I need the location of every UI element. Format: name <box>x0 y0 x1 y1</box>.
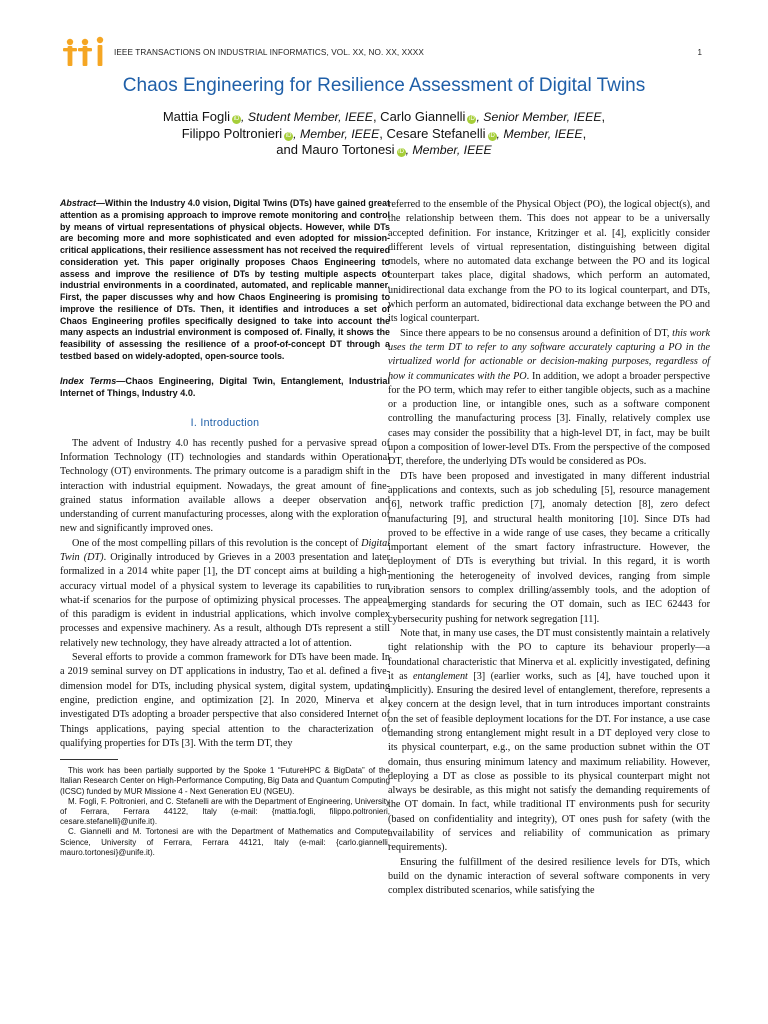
paragraph: DTs have been proposed and investigated in many different industrial applications and contexts, such as job scheduling [5], resource management [6], network traffic prediction [7], anomaly detection [8], zero defect manufacturing [9], and structural health monitoring [10]. Since DTs had proved to be effective in a wide range of use cases, they became a critically important element of the smart factory infrastructure. However, the deployment of DTs is everything but trivial. In this regard, it is worth mentioning the heterogeneity of involved devices, ranging from simple vibration sensors to complex drilling/assembly tools, and the adoption of emerging standards for securing the OT domain, such as IEC 62443 for cybersecurity pushing for network segregation [11]. <box>388 470 710 625</box>
emphasis: this work uses the term DT to refer to any software accurately capturing a PO in the virtualized world for actionable or decision-making purposes, regardless of how it communicates with the PO <box>388 327 710 382</box>
affiliation-note: M. Fogli, F. Poltronieri, and C. Stefanelli are with the Department of Engineering, University of Ferrara, Ferrara 44122, Italy (e-mail: {mattia.fogli, filippo.poltronieri, cesare.stefanelli}@unife.it). <box>60 796 390 827</box>
index-terms <box>60 375 390 400</box>
footnote-rule <box>60 759 118 760</box>
abstract-text: —Within the Industry 4.0 vision, Digital Twins (DTs) have gained great attention as a promising approach to improve remote monitoring and control by means of virtual representations of physical objects. However, while DTs are becoming more and more sophisticated and even adopted for mission-critical applications, their resilience assessment has not received the required consideration yet. This paper originally proposes Chaos Engineering to assess and improve the resilience of DTs by testing multiple aspects of industrial environments in a coordinated, automated, and replicable manner. First, the paper discusses why and how Chaos Engineering is promising to improve the resilience of DTs. Then, it identifies and introduces a set of Chaos Engineering profiles specifically designed to take into account the many aspects an industrial environment is composed of. Finally, it shows the feasibility of assessing the resilience of a proof-of-concept DT through a testbed based on widely-adopted, open-source tools. <box>60 198 390 361</box>
paragraph-text: [3] (earlier works, such as [4], have touched upon it implicitly). Ensuring the desired level of entanglement, therefore, represents a key concern at the design level, that in turn introduces important constraints on the set of feasible deployment locations for the DT. For instance, a use case demanding strong entanglement might result in a DT deployed very close to its physical counterpart, e.g., on the same production subnet within the OT domain, thus ensuring minimum latency and maximum reliability. However, deploying a DT as close as possible to its physical counterpart might not always be desirable, as this might not satisfy the demanding requirements of the OT domain. In fact, while traditional IT environments push for security (based on confidentiality and integrity), OT ones push for safety (with the availability of services and reliability of communication as primary requirements). <box>388 670 710 854</box>
emphasis: entanglement <box>413 670 468 682</box>
orcid-icon[interactable]: iD <box>398 149 404 155</box>
funding-note: This work has been partially supported by the Spoke 1 “FutureHPC & BigData” of the Italian Research Center on High-Performance Computing, Big Data and Quantum Computing (ICSC) funded by MUR Missione 4 - Next Generation EU (NGEU). <box>60 766 390 796</box>
paragraph <box>60 537 390 651</box>
emphasis: Digital Twin (DT) <box>60 537 390 563</box>
orcid-icon[interactable]: iD <box>233 116 240 122</box>
author-line-1 <box>0 109 768 126</box>
paragraph-text: . Originally introduced by Grieves in a 2003 presentation and later formalized in a 2014 white paper [1], the DT concept aims at building a high-accuracy virtual model of a physical system to leverage its capabilities to run what-if scenarios for the purpose of optimizing physical processes. The appeal of this paradigm is evident in industrial applications, which involve complex processes and expensive machinery. As a result, although DTs represent a still relatively new technology, they have already attracted a lot of attention. <box>60 551 390 649</box>
author-role: , Student Member, IEEE <box>241 110 373 124</box>
author-name: Filippo Poltronieri <box>181 125 283 141</box>
author-role: , Member, IEEE <box>496 126 583 141</box>
paragraph: referred to the ensemble of the Physical Object (PO), the logical object(s), and the relationship between them. This does not appear to be a universally accepted definition. For instance, Kritzinger et al. [4], explicitly consider different levels of virtual representation, distinguishing between digital models, where no automated data exchange between the PO and its logical counterpart takes place, digital shadows, which perform an automated, unidirectional data exchange from the PO to its logical counterpart, and DTs, which perform an automated, bidirectional data exchange between the PO and its logical counterpart. <box>388 199 710 325</box>
right-column <box>388 198 710 899</box>
separator: , <box>601 109 606 124</box>
affiliation-note: C. Giannelli and M. Tortonesi are with the Department of Mathematics and Computer Science, University of Ferrara, Ferrara 44121, Italy (e-mail: {carlo.giannelli, mauro.tortonesi}@unife.it). <box>60 827 390 857</box>
author-name: , Carlo Giannelli <box>372 109 466 124</box>
left-column <box>60 198 390 858</box>
author-name: Mattia Fogli <box>162 109 231 124</box>
journal-name: IEEE TRANSACTIONS ON INDUSTRIAL INFORMATICS, VOL. XX, NO. XX, XXXX <box>114 48 424 57</box>
abstract <box>60 198 390 363</box>
paragraph-text: Since there appears to be no consensus around a definition of DT, <box>400 327 673 339</box>
author-name: , Cesare Stefanelli <box>379 125 486 141</box>
page-header <box>62 36 702 72</box>
author-role: , Member, IEEE <box>405 143 492 157</box>
separator: , <box>582 125 587 141</box>
author-list <box>0 109 768 159</box>
paragraph <box>388 627 710 856</box>
page-number: 1 <box>697 48 702 57</box>
author-line-2 <box>0 126 768 143</box>
index-terms-text: —Chaos Engineering, Digital Twin, Entanglement, Industrial Internet of Things, Industry 4.0. <box>60 375 390 398</box>
paragraph-text: One of the most compelling pillars of this revolution is the concept of <box>72 537 362 549</box>
orcid-icon[interactable]: iD <box>285 132 292 139</box>
author-name: and Mauro Tortonesi <box>276 142 395 157</box>
author-role: , Member, IEEE <box>293 126 380 141</box>
footnote <box>60 766 390 858</box>
paragraph: The advent of Industry 4.0 has recently pushed for a pervasive spread of Information Technology (IT) technologies and standards within Operational Technology (OT) environments. The primary outcome is a paradigm shift in the interaction with industrial equipment. Nowadays, the great amount of fine-grained status information available allows a deeper observation and understanding of current manufacturing processes, along with the exploration of new and significantly improved ones. <box>60 437 390 535</box>
paragraph-text: . In addition, we adopt a broader perspective for the PO term, which may refer to either tangible objects, such as a machine or a production line, or intangible ones, such as a software component controlling the manufacturing process [3]. Finally, relatively complex use cases may consider the possibility that a high-level DT, in fact, may be built upon a composition of lower-level DTs. From the perspective of the composed DT, therefore, the underlying DTs would be considered as POs. <box>388 370 711 468</box>
paragraph <box>388 327 710 470</box>
section-heading: I. Introduction <box>190 417 260 430</box>
author-line-3 <box>0 142 768 159</box>
paragraph: Ensuring the fulfillment of the desired resilience levels for DTs, which build on the dynamic interaction of several software components in very complex distributed scenarios, while satisfying the <box>388 856 710 897</box>
paragraph: Several efforts to provide a common framework for DTs have been made. In a 2019 seminal survey on DT applications in industry, Tao et al. defined a five-dimension model for DTs, including physical system, digital system, updating engine, prediction engine, and optimization [2]. In 2020, Minerva et al. investigated DTs adopting a broader perspective that also considered Internet of Things applications, paying special attention to the characterization of qualifying properties for DTs [3]. With the term DT, they <box>60 652 390 749</box>
author-role: , Senior Member, IEEE <box>476 110 602 124</box>
paper-title: Chaos Engineering for Resilience Assessment of Digital Twins <box>122 75 646 96</box>
orcid-icon[interactable]: iD <box>469 116 475 122</box>
ieee-ies-logo-icon <box>62 36 108 70</box>
orcid-icon[interactable]: iD <box>489 132 495 139</box>
paragraph-text: Note that, in many use cases, the DT must consistently maintain a relatively tight relationship with the PO to capture its behaviour properly—a foundational characteristic that Minerva et al. explicitly investigated, defining it as <box>388 627 710 682</box>
index-terms-label: Index Terms <box>60 375 117 386</box>
abstract-label: Abstract <box>60 198 97 208</box>
